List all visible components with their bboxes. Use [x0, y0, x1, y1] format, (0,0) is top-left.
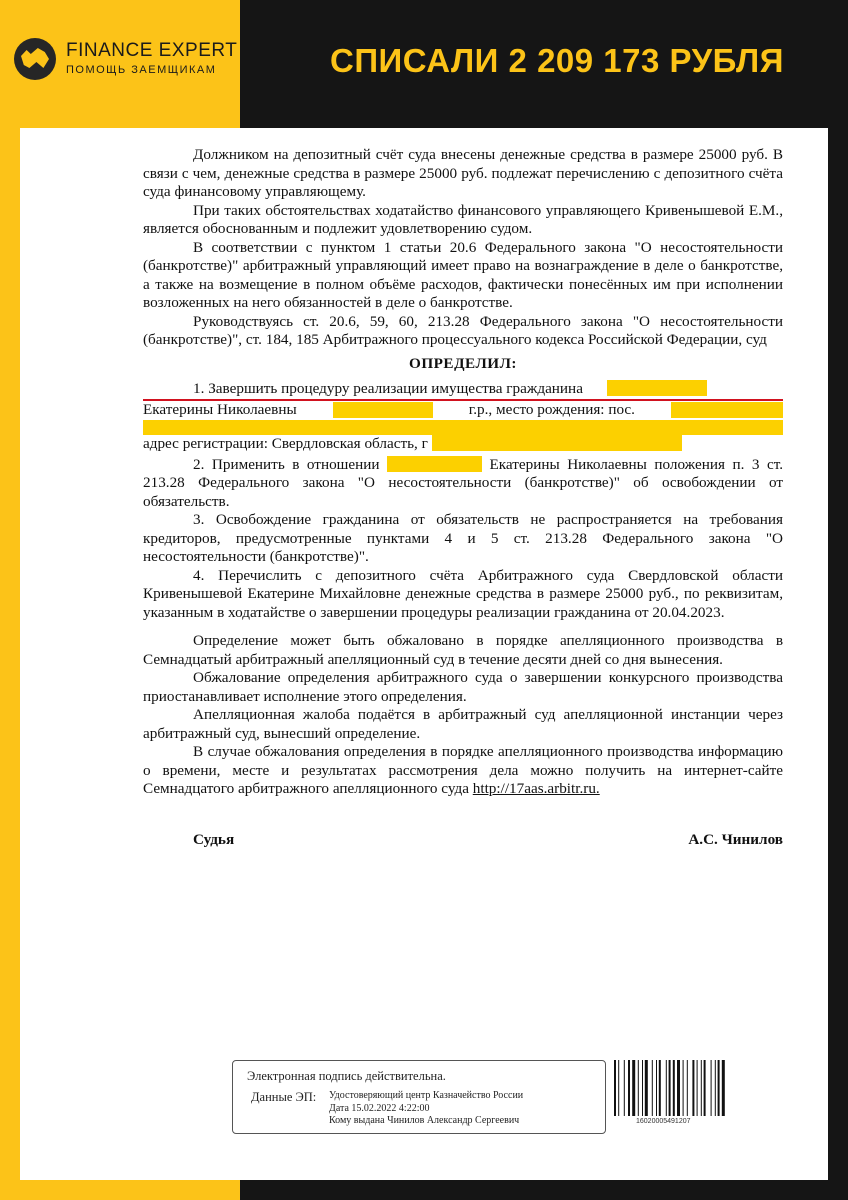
barcode-number: 16020005491207: [636, 1118, 691, 1125]
redaction: [143, 420, 783, 435]
last-paragraph-text: В случае обжалования определения в порядке апелляционного производства информацию о времени, месте и результатах рассмотрения дела можно получить на интернет-сайте Семнадцатого арбитражного апелляционного суда: [143, 743, 783, 797]
decision-item-3: 3. Освобождение гражданина от обязательств не распространяется на требования кредиторов, предусмотренные пунктами 4 и 5 ст. 213.28 Федерального закона "О несостоятельности (банкротстве)".: [143, 511, 783, 565]
paragraph: Должником на депозитный счёт суда внесены денежные средства в размере 25000 руб. В связи с чем, денежные средства в размере 25000 руб. подлежат перечислению с депозитного счёта суда финансовому управляющему.: [143, 146, 783, 200]
decision-item-4: 4. Перечислить с депозитного счёта Арбитражного суда Свердловской области Кривенышевой Екатерине Михайловне денежные средства в размере 25000 руб., по реквизитам, указанным в ходатайстве о завершении процедуры реализации гражданина от 20.04.2023.: [143, 566, 783, 621]
paragraph: В соответствии с пунктом 1 статьи 20.6 Федерального закона "О несостоятельности (банкротстве)" арбитражный управляющий имеет право на вознаграждение в деле о банкротстве, а также на возмещение в полном объёме расходов, фактически понесённых им при исполнении возложенных на него обязанностей в деле о банкротстве.: [143, 238, 783, 311]
barcode: [612, 1060, 762, 1122]
item1-name: Екатерины Николаевны: [143, 400, 297, 418]
redaction: [333, 402, 433, 418]
document-body: [143, 146, 783, 849]
judge-name: А.С. Чинилов: [688, 830, 783, 848]
stamp-title: Электронная подпись действительна.: [247, 1069, 446, 1083]
paragraph: Апелляционная жалоба подаётся в арбитражный суд апелляционной инстанции через арбитражный суд, вынесший определение.: [143, 706, 783, 742]
electronic-signature-stamp: [232, 1060, 606, 1134]
paragraph: [143, 743, 783, 799]
item2-text-b: Екатерины Николаевны положения п. 3 ст. 213.28 Федерального закона "О несостоятельности (банкротстве)" об освобождении от обязательств.: [143, 455, 783, 510]
item1-birth: г.р., место рождения: пос.: [468, 400, 635, 418]
stamp-line: Кому выдана Чинилов Александр Сергеевич: [329, 1115, 520, 1126]
decision-item-2: [143, 456, 783, 512]
redaction: [432, 435, 682, 451]
decision-item-1: [143, 380, 783, 454]
court-document-page: [20, 128, 828, 1180]
paragraph: При таких обстоятельствах ходатайство финансового управляющего Кривенышевой Е.М., является обоснованным и подлежит удовлетворению судом.: [143, 201, 783, 237]
stamp-line: Удостоверяющий центр Казначейство России: [329, 1090, 524, 1101]
stamp-line: Дата 15.02.2022 4:22:00: [329, 1102, 430, 1114]
brand-subtitle: ПОМОЩЬ ЗАЕМЩИКАМ: [66, 64, 217, 76]
signature-line: [143, 831, 783, 850]
paragraph: Определение может быть обжаловано в порядке апелляционного производства в Семнадцатый арбитражный апелляционный суд в течение десяти дней со дня вынесения.: [143, 632, 783, 668]
item1-text: 1. Завершить процедуру реализации имущества гражданина: [193, 380, 583, 397]
paragraph: Обжалование определения арбитражного суда о завершении конкурсного производства приостанавливает исполнение этого определения.: [143, 669, 783, 705]
item2-text-a: 2. Применить в отношении: [193, 455, 380, 473]
decision-heading: ОПРЕДЕЛИЛ:: [409, 354, 517, 372]
item1-address: адрес регистрации: Свердловская область, г: [143, 435, 428, 452]
headline: СПИСАЛИ 2 209 173 РУБЛЯ: [330, 42, 784, 79]
court-website-link[interactable]: http://17aas.arbitr.ru.: [472, 780, 600, 797]
redaction: [671, 402, 783, 418]
paragraph: Руководствуясь ст. 20.6, 59, 60, 213.28 Федерального закона "О несостоятельности (банкротстве)", ст. 184, 185 Арбитражного процессуального кодекса Российской Федерации, суд: [143, 312, 783, 348]
stamp-label: Данные ЭП:: [251, 1090, 317, 1104]
judge-label: Судья: [193, 830, 235, 848]
bull-icon: [14, 38, 56, 80]
redaction: [387, 456, 482, 472]
brand-logo: [14, 38, 237, 80]
redaction: [607, 380, 707, 396]
brand-name: FINANCE EXPERT: [66, 40, 238, 61]
